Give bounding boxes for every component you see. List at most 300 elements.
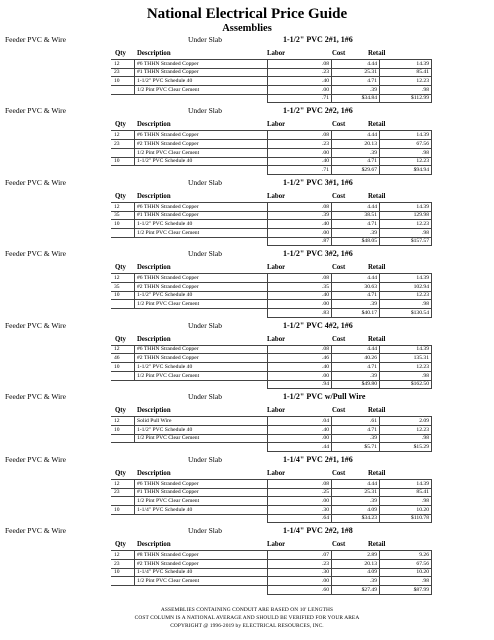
assembly-section xyxy=(0,33,494,103)
column-header-cost: Cost xyxy=(332,121,346,129)
row-labor: .30 xyxy=(268,506,332,515)
row-cost: .39 xyxy=(332,371,380,380)
row-cost: 4.71 xyxy=(332,220,380,229)
column-header-qty: Qty xyxy=(115,407,126,415)
section-size: 1-1/2" PVC 3#1, 1#6 xyxy=(283,177,353,187)
row-cost: 4.44 xyxy=(332,479,380,488)
total-cost: $34.23 xyxy=(332,514,380,523)
table-row xyxy=(111,479,432,488)
column-header-cost: Cost xyxy=(332,50,346,57)
column-header-description: Description xyxy=(137,264,171,272)
row-retail: 9.26 xyxy=(380,551,432,560)
row-retail: .98 xyxy=(380,577,432,586)
row-retail: 10.20 xyxy=(380,506,432,515)
total-qty-spacer xyxy=(111,309,135,318)
row-description: Solid Pull Wire xyxy=(135,417,268,426)
section-header xyxy=(0,33,494,46)
total-cost: $48.05 xyxy=(332,237,380,246)
section-size: 1-1/2" PVC 2#1, 1#6 xyxy=(283,35,353,44)
total-qty-spacer xyxy=(111,166,135,175)
items-table xyxy=(111,416,432,452)
total-cost: $29.67 xyxy=(332,166,380,175)
row-retail: .98 xyxy=(380,228,432,237)
row-labor: .08 xyxy=(268,274,332,283)
row-description: #2 THHN Stranded Copper xyxy=(135,283,268,292)
row-cost: .39 xyxy=(332,148,380,157)
total-row xyxy=(111,166,432,175)
row-description: 1-1/2" PVC Schedule 40 xyxy=(135,220,268,229)
section-header xyxy=(0,176,494,189)
items-table xyxy=(111,550,432,594)
table-row xyxy=(111,86,432,95)
table-row xyxy=(111,363,432,372)
row-cost: .39 xyxy=(332,228,380,237)
table-row xyxy=(111,345,432,354)
row-retail: .98 xyxy=(380,86,432,95)
column-header-labor: Labor xyxy=(267,264,286,272)
total-cost: $34.84 xyxy=(332,94,380,103)
total-labor: .71 xyxy=(268,94,332,103)
page-title: National Electrical Price Guide xyxy=(146,6,348,22)
row-qty: 12 xyxy=(111,60,135,69)
row-labor: .40 xyxy=(268,425,332,434)
row-labor: .08 xyxy=(268,345,332,354)
assembly-section xyxy=(0,176,494,246)
row-labor: .23 xyxy=(268,68,332,77)
total-labor: .71 xyxy=(268,166,332,175)
table-row xyxy=(111,68,432,77)
row-cost: 20.13 xyxy=(332,140,380,149)
row-qty: 12 xyxy=(111,131,135,140)
total-row xyxy=(111,443,432,452)
row-cost: 40.26 xyxy=(332,354,380,363)
column-header-retail: Retail xyxy=(368,407,386,415)
total-cost: $27.49 xyxy=(332,586,380,595)
row-qty: 23 xyxy=(111,140,135,149)
table-row xyxy=(111,228,432,237)
table-row xyxy=(111,506,432,515)
row-cost: 4.71 xyxy=(332,291,380,300)
row-labor: .35 xyxy=(268,283,332,292)
row-description: 1/2 Pint PVC Clear Cement xyxy=(135,371,268,380)
row-labor: .00 xyxy=(268,148,332,157)
column-header-qty: Qty xyxy=(115,264,126,272)
row-labor: .23 xyxy=(268,140,332,149)
row-qty: 12 xyxy=(111,479,135,488)
row-cost: 4.09 xyxy=(332,506,380,515)
row-retail: 12.23 xyxy=(380,220,432,229)
total-retail: $112.99 xyxy=(380,94,432,103)
row-cost: 4.44 xyxy=(332,345,380,354)
column-header-qty: Qty xyxy=(115,192,126,200)
row-cost: 25.31 xyxy=(332,68,380,77)
total-retail: $15.29 xyxy=(380,443,432,452)
row-description: #2 THHN Stranded Copper xyxy=(135,140,268,149)
row-cost: 2.89 xyxy=(332,551,380,560)
total-row xyxy=(111,514,432,523)
column-header-row xyxy=(0,260,494,273)
row-cost: .39 xyxy=(332,300,380,309)
table-row xyxy=(111,354,432,363)
section-category: Feeder PVC & Wire xyxy=(5,320,67,330)
total-labor: .44 xyxy=(268,443,332,452)
row-retail: 102.94 xyxy=(380,283,432,292)
row-qty xyxy=(111,434,135,443)
row-labor: .23 xyxy=(268,560,332,569)
table-row xyxy=(111,131,432,140)
row-cost: 25.31 xyxy=(332,488,380,497)
footer-line-copyright: COPYRIGHT @ 1996-2019 by ELECTRICAL RESOURCES, INC. xyxy=(170,623,324,629)
row-labor: .00 xyxy=(268,577,332,586)
row-description: #2 THHN Stranded Copper xyxy=(135,354,268,363)
row-qty: 10 xyxy=(111,77,135,86)
row-retail: 135.31 xyxy=(380,354,432,363)
assembly-section xyxy=(0,247,494,317)
row-retail: 129.98 xyxy=(380,211,432,220)
row-labor: .40 xyxy=(268,220,332,229)
row-qty xyxy=(111,300,135,309)
row-retail: 85.41 xyxy=(380,488,432,497)
row-labor: .07 xyxy=(268,551,332,560)
row-labor: .00 xyxy=(268,300,332,309)
total-desc-spacer xyxy=(135,443,268,452)
row-labor: .04 xyxy=(268,417,332,426)
row-retail: 67.56 xyxy=(380,140,432,149)
row-qty xyxy=(111,86,135,95)
row-qty: 23 xyxy=(111,488,135,497)
row-cost: 4.71 xyxy=(332,77,380,86)
total-labor: .87 xyxy=(268,237,332,246)
assembly-section xyxy=(0,524,494,594)
total-row xyxy=(111,309,432,318)
row-retail: 14.39 xyxy=(380,202,432,211)
row-retail: 12.23 xyxy=(380,425,432,434)
section-placement: Under Slab xyxy=(188,106,222,116)
row-description: 1-1/2" PVC Schedule 40 xyxy=(135,425,268,434)
row-retail: .98 xyxy=(380,371,432,380)
section-placement: Under Slab xyxy=(188,249,222,259)
total-qty-spacer xyxy=(111,514,135,523)
table-row xyxy=(111,291,432,300)
row-retail: .98 xyxy=(380,148,432,157)
row-description: 1/2 Pint PVC Clear Cement xyxy=(135,300,268,309)
row-labor: .08 xyxy=(268,479,332,488)
column-header-cost: Cost xyxy=(332,264,346,272)
total-labor: .60 xyxy=(268,586,332,595)
items-table xyxy=(111,479,432,523)
section-placement: Under Slab xyxy=(188,526,222,536)
table-row xyxy=(111,425,432,434)
table-row xyxy=(111,274,432,283)
column-header-row xyxy=(0,189,494,202)
row-description: 1/2 Pint PVC Clear Cement xyxy=(135,228,268,237)
column-header-row xyxy=(0,332,494,345)
row-cost: 30.63 xyxy=(332,283,380,292)
section-category: Feeder PVC & Wire xyxy=(5,177,67,187)
row-labor: .00 xyxy=(268,228,332,237)
row-cost: 4.44 xyxy=(332,274,380,283)
items-table xyxy=(111,345,432,389)
row-retail: 12.23 xyxy=(380,157,432,166)
column-header-cost: Cost xyxy=(332,335,346,343)
row-description: 1-1/4" PVC Schedule 40 xyxy=(135,506,268,515)
table-row xyxy=(111,211,432,220)
column-header-retail: Retail xyxy=(368,50,386,57)
row-cost: 38.51 xyxy=(332,211,380,220)
column-header-labor: Labor xyxy=(267,407,286,415)
row-cost: .39 xyxy=(332,434,380,443)
row-description: 1/2 Pint PVC Clear Cement xyxy=(135,577,268,586)
total-labor: .94 xyxy=(268,380,332,389)
row-description: #1 THHN Stranded Copper xyxy=(135,211,268,220)
column-header-cost: Cost xyxy=(332,192,346,200)
total-retail: $110.78 xyxy=(380,514,432,523)
row-qty: 35 xyxy=(111,283,135,292)
row-cost: 4.09 xyxy=(332,568,380,577)
row-labor: .40 xyxy=(268,157,332,166)
column-header-labor: Labor xyxy=(267,469,286,477)
row-description: #1 THHN Stranded Copper xyxy=(135,68,268,77)
items-table xyxy=(111,202,432,246)
column-header-qty: Qty xyxy=(115,469,126,477)
row-cost: 4.71 xyxy=(332,157,380,166)
total-retail: $87.99 xyxy=(380,586,432,595)
row-labor: .00 xyxy=(268,434,332,443)
row-retail: 14.39 xyxy=(380,345,432,354)
table-row xyxy=(111,283,432,292)
row-retail: 12.23 xyxy=(380,77,432,86)
row-description: #2 THHN Stranded Copper xyxy=(135,560,268,569)
total-cost: $49.80 xyxy=(332,380,380,389)
column-header-qty: Qty xyxy=(115,121,126,129)
row-labor: .08 xyxy=(268,60,332,69)
column-header-description: Description xyxy=(137,335,171,343)
total-desc-spacer xyxy=(135,237,268,246)
column-header-labor: Labor xyxy=(267,121,286,129)
total-desc-spacer xyxy=(135,380,268,389)
row-cost: 4.71 xyxy=(332,363,380,372)
row-retail: 12.23 xyxy=(380,291,432,300)
row-labor: .40 xyxy=(268,363,332,372)
table-row xyxy=(111,77,432,86)
section-header xyxy=(0,453,494,466)
row-qty: 35 xyxy=(111,211,135,220)
row-retail: 10.20 xyxy=(380,568,432,577)
table-row xyxy=(111,497,432,506)
row-description: #6 THHN Stranded Copper xyxy=(135,202,268,211)
column-header-description: Description xyxy=(137,121,171,129)
total-desc-spacer xyxy=(135,94,268,103)
column-header-retail: Retail xyxy=(368,192,386,200)
section-header xyxy=(0,104,494,117)
row-description: #6 THHN Stranded Copper xyxy=(135,345,268,354)
total-labor: .64 xyxy=(268,514,332,523)
items-table xyxy=(111,130,432,174)
row-retail: .98 xyxy=(380,300,432,309)
section-placement: Under Slab xyxy=(188,320,222,330)
section-category: Feeder PVC & Wire xyxy=(5,35,67,44)
row-labor: .08 xyxy=(268,202,332,211)
row-description: #6 THHN Stranded Copper xyxy=(135,274,268,283)
row-labor: .08 xyxy=(268,131,332,140)
row-description: 1-1/2" PVC Schedule 40 xyxy=(135,77,268,86)
column-header-retail: Retail xyxy=(368,541,386,549)
column-header-qty: Qty xyxy=(115,541,126,549)
column-header-description: Description xyxy=(137,541,171,549)
footer-line-conduit-note: ASSEMBLIES CONTAINING CONDUIT ARE BASED ON 10' LENGTHS xyxy=(160,607,334,613)
footer-line-cost-note: COST COLUMN IS A NATIONAL AVERAGE AND SHOULD BE VERIFIED FOR YOUR AREA xyxy=(134,615,360,621)
row-cost: .39 xyxy=(332,497,380,506)
total-cost: $5.71 xyxy=(332,443,380,452)
table-row xyxy=(111,202,432,211)
total-desc-spacer xyxy=(135,166,268,175)
row-qty: 12 xyxy=(111,274,135,283)
section-placement: Under Slab xyxy=(188,35,222,44)
items-table xyxy=(111,273,432,317)
row-retail: 12.23 xyxy=(380,363,432,372)
section-placement: Under Slab xyxy=(188,454,222,464)
row-labor: .40 xyxy=(268,77,332,86)
row-qty: 10 xyxy=(111,568,135,577)
table-row xyxy=(111,371,432,380)
row-description: 1/2 Pint PVC Clear Cement xyxy=(135,497,268,506)
table-row xyxy=(111,560,432,569)
row-qty: 10 xyxy=(111,425,135,434)
column-header-labor: Labor xyxy=(267,50,286,57)
row-qty xyxy=(111,577,135,586)
section-header xyxy=(0,319,494,332)
section-size: 1-1/4" PVC 2#1, 1#6 xyxy=(283,454,353,464)
row-qty: 10 xyxy=(111,157,135,166)
page-subtitle: Assemblies xyxy=(222,23,272,34)
column-header-row xyxy=(0,403,494,416)
row-labor: .39 xyxy=(268,211,332,220)
row-retail: .98 xyxy=(380,434,432,443)
row-retail: .98 xyxy=(380,497,432,506)
row-retail: 14.39 xyxy=(380,274,432,283)
row-description: 1/2 Pint PVC Clear Cement xyxy=(135,434,268,443)
total-retail: $162.50 xyxy=(380,380,432,389)
table-row xyxy=(111,551,432,560)
row-cost: 4.71 xyxy=(332,425,380,434)
row-description: 1-1/4" PVC Schedule 40 xyxy=(135,568,268,577)
row-qty: 12 xyxy=(111,202,135,211)
column-header-row xyxy=(0,117,494,130)
row-description: #6 THHN Stranded Copper xyxy=(135,131,268,140)
total-labor: .83 xyxy=(268,309,332,318)
table-row xyxy=(111,60,432,69)
row-qty: 12 xyxy=(111,417,135,426)
total-qty-spacer xyxy=(111,586,135,595)
page-footer xyxy=(0,606,494,630)
assembly-sections xyxy=(0,33,494,596)
column-header-description: Description xyxy=(137,407,171,415)
row-qty: 12 xyxy=(111,345,135,354)
row-cost: .39 xyxy=(332,86,380,95)
total-retail: $130.54 xyxy=(380,309,432,318)
column-header-cost: Cost xyxy=(332,541,346,549)
section-header xyxy=(0,524,494,537)
total-row xyxy=(111,237,432,246)
table-row xyxy=(111,148,432,157)
section-header xyxy=(0,247,494,260)
row-retail: 85.41 xyxy=(380,68,432,77)
row-qty: 46 xyxy=(111,354,135,363)
total-row xyxy=(111,380,432,389)
row-cost: 4.44 xyxy=(332,60,380,69)
table-row xyxy=(111,157,432,166)
section-size: 1-1/2" PVC 2#2, 1#6 xyxy=(283,106,353,116)
table-row xyxy=(111,577,432,586)
row-cost: .39 xyxy=(332,577,380,586)
row-labor: .46 xyxy=(268,354,332,363)
column-header-retail: Retail xyxy=(368,469,386,477)
column-header-retail: Retail xyxy=(368,264,386,272)
row-description: #6 THHN Stranded Copper xyxy=(135,60,268,69)
section-size: 1-1/4" PVC 2#2, 1#8 xyxy=(283,526,353,536)
table-row xyxy=(111,434,432,443)
table-row xyxy=(111,417,432,426)
row-retail: 14.39 xyxy=(380,131,432,140)
row-labor: .40 xyxy=(268,291,332,300)
table-row xyxy=(111,140,432,149)
section-size: 1-1/2" PVC 4#2, 1#6 xyxy=(283,320,353,330)
row-description: #6 THHN Stranded Copper xyxy=(135,479,268,488)
row-qty xyxy=(111,148,135,157)
section-size: 1-1/2" PVC w/Pull Wire xyxy=(283,392,366,402)
row-description: 1-1/2" PVC Schedule 40 xyxy=(135,157,268,166)
row-cost: 4.44 xyxy=(332,202,380,211)
column-header-retail: Retail xyxy=(368,121,386,129)
total-retail: $157.57 xyxy=(380,237,432,246)
row-retail: 2.09 xyxy=(380,417,432,426)
row-qty: 23 xyxy=(111,68,135,77)
column-header-labor: Labor xyxy=(267,541,286,549)
column-header-labor: Labor xyxy=(267,335,286,343)
row-description: #8 THHN Stranded Copper xyxy=(135,551,268,560)
row-cost: .61 xyxy=(332,417,380,426)
items-table xyxy=(111,59,432,103)
section-placement: Under Slab xyxy=(188,392,222,402)
section-category: Feeder PVC & Wire xyxy=(5,526,67,536)
row-description: 1-1/2" PVC Schedule 40 xyxy=(135,291,268,300)
column-header-labor: Labor xyxy=(267,192,286,200)
column-header-row xyxy=(0,466,494,479)
row-retail: 14.39 xyxy=(380,60,432,69)
total-qty-spacer xyxy=(111,380,135,389)
column-header-description: Description xyxy=(137,50,171,57)
row-description: 1/2 Pint PVC Clear Cement xyxy=(135,148,268,157)
row-labor: .00 xyxy=(268,497,332,506)
row-retail: 67.56 xyxy=(380,560,432,569)
row-qty: 12 xyxy=(111,551,135,560)
row-cost: 4.44 xyxy=(332,131,380,140)
column-header-description: Description xyxy=(137,192,171,200)
row-qty xyxy=(111,371,135,380)
row-qty: 10 xyxy=(111,363,135,372)
row-retail: 14.39 xyxy=(380,479,432,488)
section-header xyxy=(0,390,494,403)
table-row xyxy=(111,220,432,229)
total-retail: $94.94 xyxy=(380,166,432,175)
section-category: Feeder PVC & Wire xyxy=(5,392,67,402)
table-row xyxy=(111,300,432,309)
column-header-retail: Retail xyxy=(368,335,386,343)
row-labor: .30 xyxy=(268,568,332,577)
section-category: Feeder PVC & Wire xyxy=(5,106,67,116)
column-header-cost: Cost xyxy=(332,407,346,415)
assembly-section xyxy=(0,390,494,452)
